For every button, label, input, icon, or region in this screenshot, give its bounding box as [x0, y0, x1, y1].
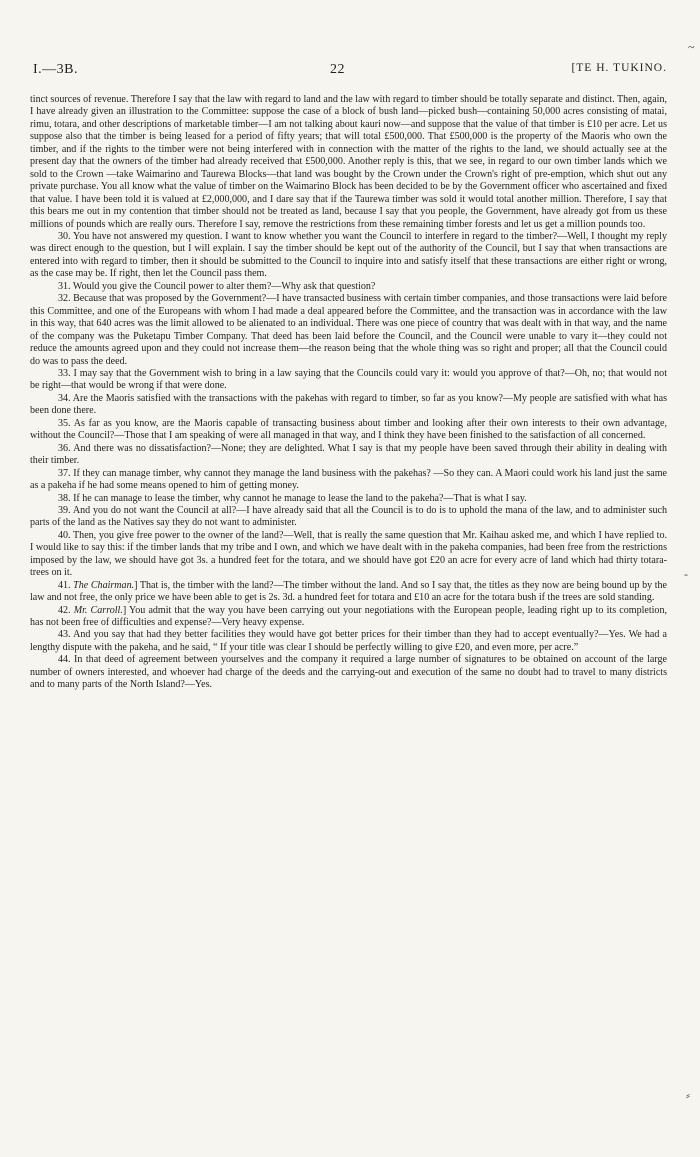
speaker-heading: [TE H. TUKINO.	[571, 62, 667, 74]
question-40: 40. Then, you give free power to the owner of the land?—Well, that is really the same question that Mr. Kaihau asked me, and which I have replied to. I would like to say this: if the timber lands that my tribe and I own, and which we have dealt with in the pakeha companies, had been free from the restrictions imposed by the law, we should have got 3s. a hundred feet for the totara, and we should have got £20 an acre for every acre of land which had thirty totara-trees on it.	[30, 529, 667, 579]
question-text: ] You admit that the way you have been carrying out your negotiations with the European people, leading right up to its completion, has not been free of difficulties and expense?—Very heavy expense.	[30, 604, 667, 629]
question-34: 34. Are the Maoris satisfied with the transactions with the pakehas with regard to timber, so far as you know?—My people are satisfied with what has been done there.	[30, 392, 667, 417]
question-38: 38. If he can manage to lease the timber, why cannot he manage to lease the land to the pakeha?—That is what I say.	[58, 492, 527, 504]
scan-mark: ~	[688, 40, 695, 54]
question-30: 30. You have not answered my question. I want to know whether you want the Council to interfere in regard to the timber?—Well, I thought my reply was direct enough to the question, but I will explain. I say the timber should be kept out of the authority of the Council, but I say that when transactions are entered into with regard to timber, then it should be submitted to the Council to inquire into and satisfy itself that these transactions are either right or wrong, as the case may be. If right, then let the Council pass them.	[30, 230, 667, 280]
paragraph-continuation: tinct sources of revenue. Therefore I say that the law with regard to land and the law with regard to timber should be totally separate and distinct. Then, again, I have already given an illustration to the Committee: suppose the case of a block of bush land—picked bush—containing 50,000 acres consisting of matai, rimu, totara, and other descriptions of marketable timber—I am not talking about kauri now—and suppose that the value of that timber is £10 per acre. Let us suppose also that the timber is being leased for a period of fifty years; that will total £500,000. That £500,000 is the property of the Maoris who own the timber, and if the rights to the timber were not being interfered with in connection with the matter of the rights to the land, we should actually see at the present day that the owners of the timber had already received that £500,000. Another reply is this, that we see, in regard to our own timber lands which we sold to the Crown —take Waimarino and Taurewa Blocks—that land was bought by the Crown under the Crown's right of pre-emption, which shut out any private purchase. You all know what the value of timber on the Waimarino Block has been decided to be by the Government officer who ascertained and fixed that value. I have been told it is valued at £2,000,000, and I dare say that if the Taurewa timber was sold it would total another million. Therefore, I say that this bears me out in my contention that timber should not be treated as land, because I say that you people, the Government, have already got from us these millions of pounds which are really ours. Therefore I say, remove the restrictions from these remaining timber forests and let us get a million pounds too.	[30, 94, 667, 230]
question-33: 33. I may say that the Government wish to bring in a law saying that the Councils could vary it: would you approve of that?—Oh, no; that would not be right—that would be wrong if that were done.	[30, 367, 667, 392]
page-header	[30, 62, 667, 84]
scan-mark: -	[684, 567, 688, 581]
question-41	[30, 580, 667, 605]
scan-mark: ⸗	[686, 1088, 690, 1102]
question-31: 31. Would you give the Council power to alter them?—Why ask that question?	[58, 280, 376, 292]
speaker-name: The Chairman.	[73, 579, 135, 591]
page-number: 22	[330, 62, 345, 77]
question-text: ] That is, the timber with the land?—The timber without the land. And so I say that, the titles as they now are being bound up by the law and not free, the only price we have been able to get is 2s. 3d. a hundred feet for totara and £10 an acre for the totara bush if the trees are sold standing.	[30, 579, 667, 604]
question-42	[30, 605, 667, 630]
document-page	[30, 62, 667, 692]
question-43: 43. And you say that had they better facilities they would have got better prices for their timber than they had to accept eventually?—Yes. We had a lengthy dispute with the pakeha, and he said, “ If your title was clear I should be perfectly willing to give £20, and even more, per acre.”	[30, 629, 667, 653]
question-36: 36. And there was no dissatisfaction?—None; they are delighted. What I say is that my people have been saved through their ability in dealing with their timber.	[30, 442, 667, 467]
question-37: 37. If they can manage timber, why cannot they manage the land business with the pakehas? —So they can. A Maori could work his land just the same as a pakeha if he had some means opened to him of getting money.	[30, 467, 667, 492]
question-35: 35. As far as you know, are the Maoris capable of transacting business about timber and looking after their own interests to their own advantage, without the Council?—Those that I am speaking of were all managed in that way, and I think they have been finished to the satisfaction of all concerned.	[30, 417, 667, 442]
question-32: 32. Because that was proposed by the Government?—I have transacted business with certain timber companies, and those transactions were laid before this Committee, and one of the Europeans with whom I had made a deal appeared before the Committee, and the transaction was in accordance with the law in this way, that 640 acres was the limit allowed to be alienated to an individual. There was one piece of country that was dealt with in that way, and the name of the company was the Puketapu Timber Company. That deed has been laid before the Council, and the Council were unable to vary it—they could not reduce the amounts agreed upon and they could not increase them—the reason being that the whole thing was so right and proper; all that the Council could do was to pass the deed.	[30, 293, 667, 367]
speaker-name: Mr. Carroll.	[73, 604, 123, 616]
question-44: 44. In that deed of agreement between yourselves and the company it required a large number of signatures to be obtained on account of the large number of owners interested, and whoever had charge of the deeds and the carrying-out and execution of the same no doubt had to travel to many districts and to many parts of the North Island?—Yes.	[30, 654, 667, 691]
question-number: 41.	[58, 579, 74, 591]
paper-reference: I.—3B.	[33, 62, 78, 77]
question-39: 39. And you do not want the Council at all?—I have already said that all the Council is to do is to uphold the mana of the law, and to administer such parts of the land as the Natives say they do not want to administer.	[30, 504, 667, 529]
question-number: 42.	[58, 604, 74, 616]
page-body	[30, 94, 667, 692]
